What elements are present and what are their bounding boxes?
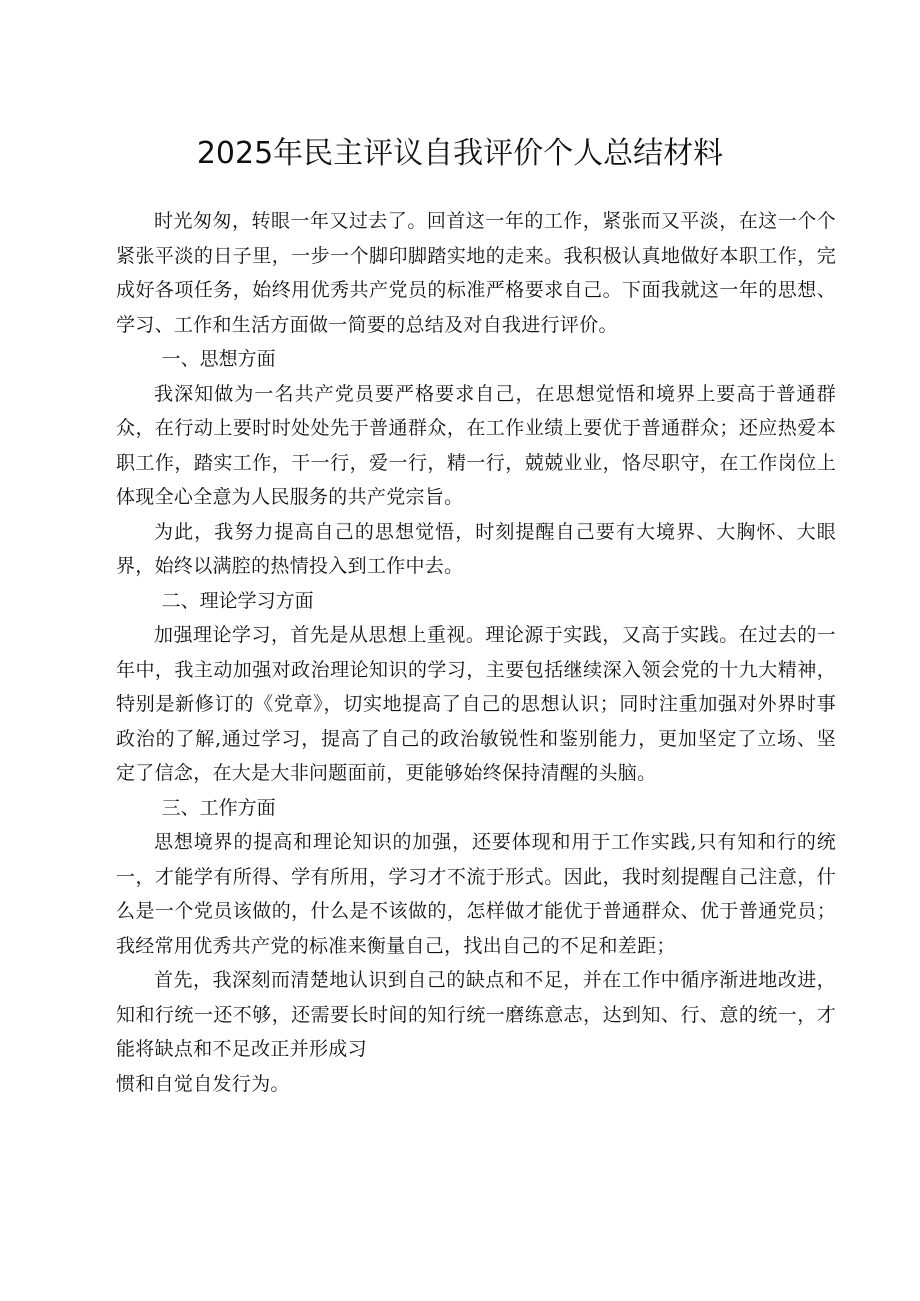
heading-work: 三、工作方面 xyxy=(161,796,276,819)
document-body xyxy=(116,204,836,1101)
heading-thought: 一、思想方面 xyxy=(161,348,276,370)
paragraph-work-1: 思想境界的提高和理论知识的加强，还要体现和用于工作实践,只有知和行的统一，才能学有所得、学有所用，学习才不流于形式。因此，我时刻提醒自己注意，什么是一个党员该做的，什么是不该做的，怎样做才能优于普通群众、优于普通党员；我经常用优秀共产党的标准来衡量自己，找出自己的不足和差距； xyxy=(116,831,836,957)
paragraph-intro: 时光匆匆，转眼一年又过去了。回首这一年的工作，紧张而又平淡，在这一个个紧张平淡的日子里，一步一个脚印脚踏实地的走来。我积极认真地做好本职工作，完成好各项任务，始终用优秀共产党员的标准严格要求自己。下面我就这一年的思想、学习、工作和生活方面做一简要的总结及对自我进行评价。 xyxy=(116,210,836,336)
document-title: 2025年民主评议自我评价个人总结材料 xyxy=(196,136,724,171)
heading-theory-study: 二、理论学习方面 xyxy=(161,589,314,612)
paragraph-thought-1: 我深知做为一名共产党员要严格要求自己，在思想觉悟和境界上要高于普通群众，在行动上要时时处处先于普通群众，在工作业绩上要优于普通群众；还应热爱本职工作，踏实工作，干一行，爱一行，精一行，兢兢业业，恪尽职守，在工作岗位上体现全心全意为人民服务的共产党宗旨。 xyxy=(116,382,836,508)
paragraph-work-2-main: 首先，我深刻而清楚地认识到自己的缺点和不足，并在工作中循序渐进地改进，知和行统一还不够，还需要长时间的知行统一磨练意志，达到知、行、意的统一，才能将缺点和不足改正并形成习 xyxy=(116,969,836,1060)
paragraph-work-2-continuation: 惯和自觉自发行为。 xyxy=(116,1072,290,1095)
paragraph-theory-study: 加强理论学习，首先是从思想上重视。理论源于实践，又高于实践。在过去的一年中，我主动加强对政治理论知识的学习，主要包括继续深入领会党的十九大精神，特别是新修订的《党章》，切实地提高了自己的思想认识；同时注重加强对外界时事政治的了解,通过学习，提高了自己的政治敏锐性和鉴别能力，更加坚定了立场、坚定了信念，在大是大非问题面前，更能够始终保持清醒的头脑。 xyxy=(116,624,836,784)
paragraph-thought-2: 为此，我努力提高自己的思想觉悟，时刻提醒自己要有大境界、大胸怀、大眼界，始终以满腔的热情投入到工作中去。 xyxy=(116,520,836,577)
paragraph-work-2 xyxy=(116,963,836,1101)
